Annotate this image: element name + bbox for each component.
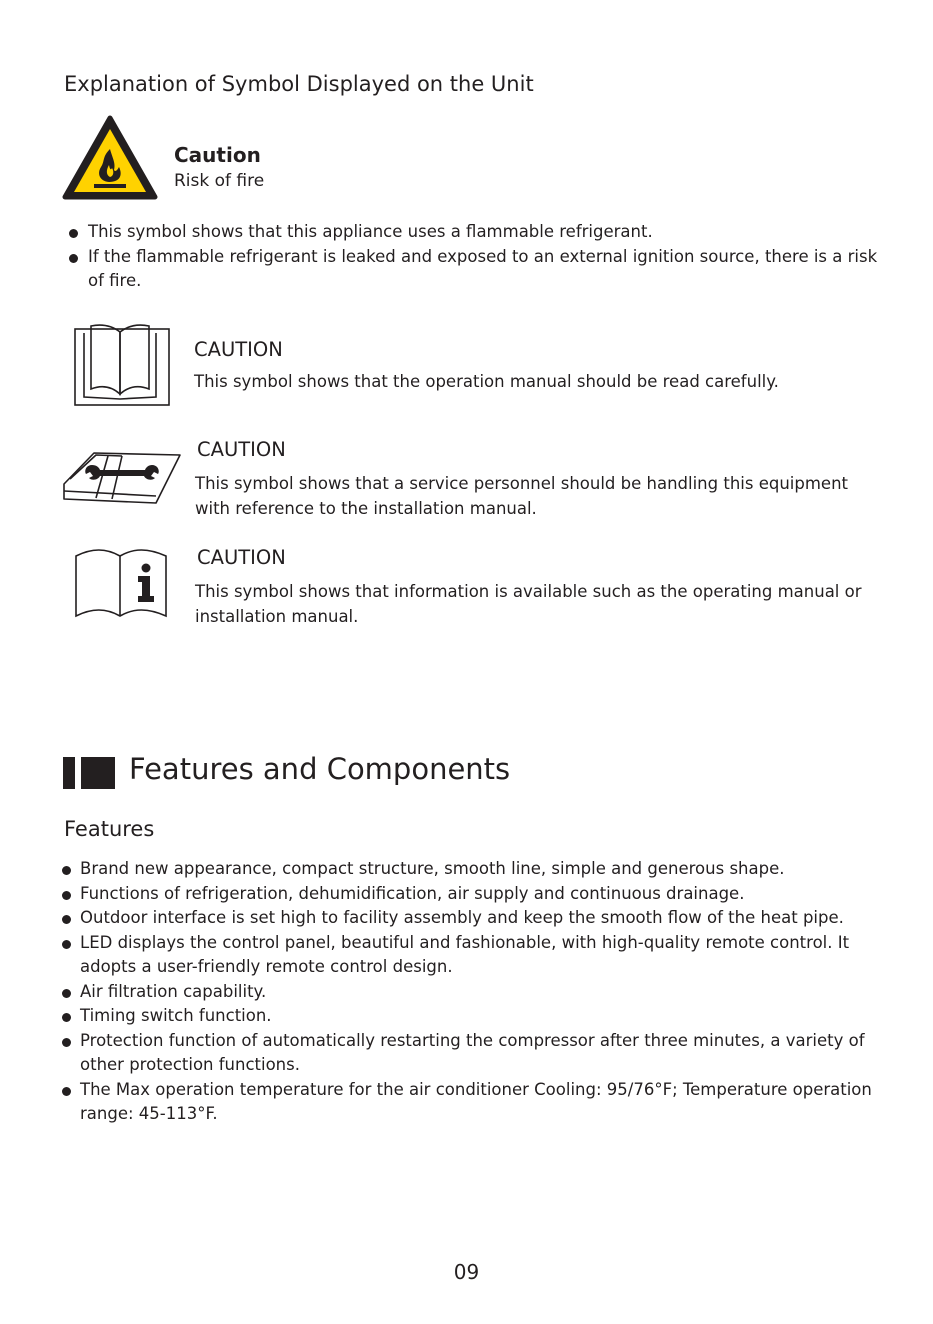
caution-text: This symbol shows that a service personnel should be handling this equipment with reference to the installation manual.	[195, 474, 848, 518]
symbol-bullet-list	[64, 220, 884, 294]
flammable-warning-icon	[62, 115, 158, 201]
list-item: Timing switch function.	[58, 1004, 878, 1029]
section-marker	[63, 757, 75, 789]
list-item: Functions of refrigeration, dehumidification, air supply and continuous drainage.	[58, 882, 878, 907]
caution-title: CAUTION	[197, 438, 286, 461]
fire-caution-subtitle: Risk of fire	[174, 171, 265, 191]
operation-manual-icon	[62, 322, 172, 408]
section-marker	[81, 757, 115, 789]
symbols-heading: Explanation of Symbol Displayed on the Unit	[64, 72, 534, 96]
list-item: Protection function of automatically restarting the compressor after three minutes, a variety of other protection functions.	[58, 1029, 878, 1078]
list-item: If the flammable refrigerant is leaked and exposed to an external ignition source, there is a risk of fire.	[64, 245, 884, 294]
list-item: LED displays the control panel, beautiful and fashionable, with high-quality remote control. It adopts a user-friendly remote control design.	[58, 931, 878, 980]
caution-title: CAUTION	[197, 546, 286, 569]
service-manual-icon	[62, 447, 184, 507]
list-item: Outdoor interface is set high to facility assembly and keep the smooth flow of the heat pipe.	[58, 906, 878, 931]
features-title: Features and Components	[129, 752, 511, 786]
caution-title: CAUTION	[194, 338, 283, 361]
caution-text: This symbol shows that the operation manual should be read carefully.	[194, 372, 779, 391]
list-item: Air filtration capability.	[58, 980, 878, 1005]
list-item: The Max operation temperature for the air conditioner Cooling: 95/76°F; Temperature operation range: 45-113°F.	[58, 1078, 878, 1127]
list-item: Brand new appearance, compact structure, smooth line, simple and generous shape.	[58, 857, 878, 882]
features-list	[58, 857, 878, 1127]
features-subtitle: Features	[64, 817, 155, 841]
information-manual-icon	[62, 546, 172, 622]
page-number: 09	[453, 1260, 480, 1284]
list-item: This symbol shows that this appliance uses a flammable refrigerant.	[64, 220, 884, 245]
caution-text: This symbol shows that information is available such as the operating manual or installation manual.	[195, 582, 862, 626]
fire-caution-title: Caution	[174, 143, 261, 167]
